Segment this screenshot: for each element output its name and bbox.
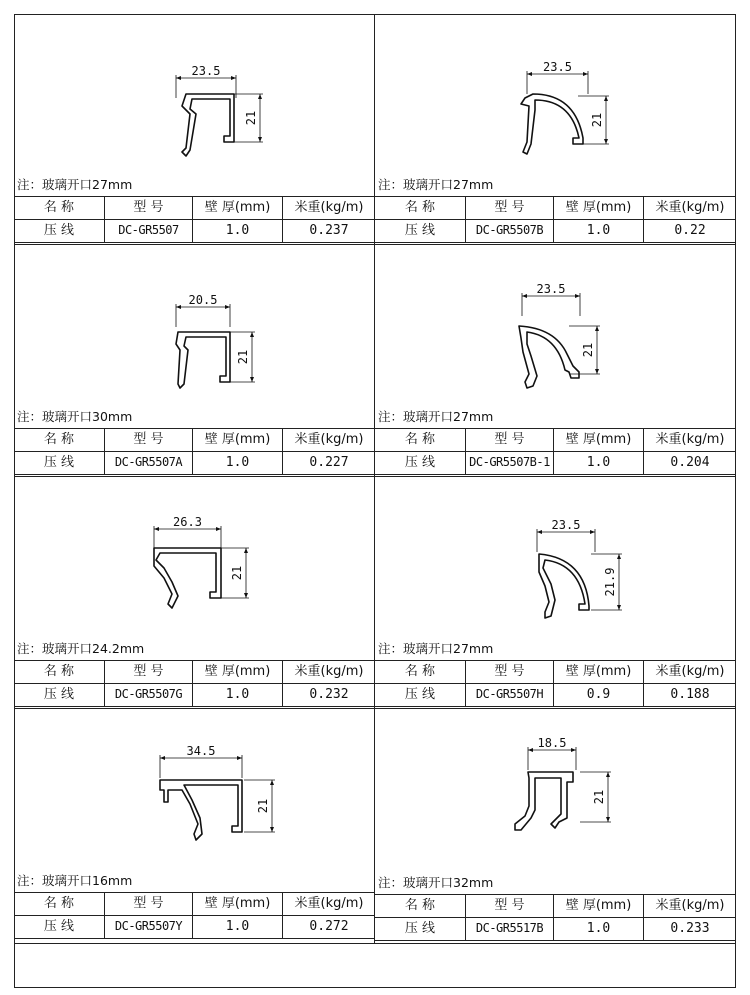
cell-name: 压 线	[404, 455, 436, 470]
spec-table	[375, 428, 736, 474]
profile-shape	[519, 326, 579, 388]
profile-drawing	[14, 246, 375, 428]
glass-opening-note: 注：玻璃开口32mm	[378, 875, 494, 890]
header-thickness: 壁 厚(mm)	[192, 428, 282, 451]
table-header-row	[14, 892, 375, 915]
height-dimension-label: 21	[244, 110, 258, 126]
profile-shape	[176, 332, 230, 388]
table-header-row	[375, 660, 736, 683]
header-name: 名 称	[43, 200, 75, 215]
header-weight: 米重(kg/m)	[282, 660, 375, 683]
cell-thickness: 1.0	[192, 683, 282, 706]
profile-drawing	[14, 478, 375, 660]
header-thickness: 壁 厚(mm)	[553, 428, 643, 451]
profile-drawing	[375, 478, 736, 660]
cell-name: 压 线	[43, 455, 75, 470]
cell-weight: 0.22	[643, 219, 736, 242]
cell-thickness: 1.0	[192, 219, 282, 242]
table-row	[14, 683, 375, 706]
profile-card	[14, 710, 375, 942]
cell-thickness: 1.0	[553, 219, 643, 242]
table-rule	[14, 474, 375, 475]
height-dimension-label: 21	[592, 789, 606, 805]
table-row	[375, 683, 736, 706]
table-rule	[14, 706, 375, 707]
header-name: 名 称	[404, 898, 436, 913]
cell-name: 压 线	[404, 223, 436, 238]
table-header-row	[14, 660, 375, 683]
cell-thickness: 0.9	[553, 683, 643, 706]
height-dimension-label: 21	[236, 349, 250, 365]
table-header-row	[14, 428, 375, 451]
profile-card	[14, 14, 375, 246]
cell-model: DC-GR5507A	[104, 451, 192, 474]
header-model: 型 号	[104, 428, 192, 451]
spec-table	[14, 892, 375, 938]
height-dimension-label: 21	[581, 342, 595, 358]
width-dimension-label: 20.5	[188, 293, 218, 307]
table-row	[14, 451, 375, 474]
header-name: 名 称	[404, 432, 436, 447]
cell-name: 压 线	[404, 921, 436, 936]
profile-card	[375, 246, 736, 478]
cell-thickness: 1.0	[553, 917, 643, 940]
profile-card	[14, 478, 375, 710]
table-rule	[375, 706, 736, 707]
glass-opening-note: 注：玻璃开口24.2mm	[17, 641, 145, 656]
table-rule	[375, 242, 736, 243]
profile-card	[14, 246, 375, 478]
profile-shape	[521, 94, 583, 154]
header-thickness: 壁 厚(mm)	[192, 196, 282, 219]
table-header-row	[375, 196, 736, 219]
width-dimension-label: 23.5	[551, 518, 581, 532]
header-model: 型 号	[104, 196, 192, 219]
glass-opening-note: 注：玻璃开口27mm	[378, 177, 494, 192]
cell-thickness: 1.0	[192, 451, 282, 474]
header-weight: 米重(kg/m)	[282, 428, 375, 451]
header-weight: 米重(kg/m)	[282, 196, 375, 219]
glass-opening-note: 注：玻璃开口30mm	[17, 409, 133, 424]
table-rule	[14, 938, 375, 939]
header-name: 名 称	[43, 432, 75, 447]
table-row	[14, 219, 375, 242]
profile-drawing	[14, 710, 375, 892]
header-weight: 米重(kg/m)	[643, 894, 736, 917]
width-dimension-label: 34.5	[186, 744, 216, 758]
height-dimension-label: 21	[230, 565, 244, 581]
profile-card	[375, 14, 736, 246]
table-row	[375, 451, 736, 474]
table-row	[375, 917, 736, 940]
header-model: 型 号	[104, 660, 192, 683]
header-weight: 米重(kg/m)	[282, 892, 375, 915]
cell-model: DC-GR5507B	[465, 219, 553, 242]
width-dimension-label: 23.5	[543, 60, 572, 74]
table-row	[375, 219, 736, 242]
width-dimension-label: 26.3	[173, 515, 202, 529]
header-weight: 米重(kg/m)	[643, 660, 736, 683]
profile-shape	[539, 554, 589, 618]
cell-weight: 0.237	[282, 219, 375, 242]
profile-drawing	[375, 14, 736, 196]
profile-card	[375, 478, 736, 710]
table-row	[14, 915, 375, 938]
cell-model: DC-GR5507G	[104, 683, 192, 706]
cell-model: DC-GR5507	[104, 219, 192, 242]
cell-weight: 0.233	[643, 917, 736, 940]
header-thickness: 壁 厚(mm)	[192, 660, 282, 683]
table-rule	[375, 474, 736, 475]
cell-weight: 0.227	[282, 451, 375, 474]
height-dimension-label: 21	[590, 112, 604, 128]
spec-table	[14, 196, 375, 242]
header-model: 型 号	[465, 660, 553, 683]
header-model: 型 号	[465, 894, 553, 917]
glass-opening-note: 注：玻璃开口27mm	[378, 641, 494, 656]
header-name: 名 称	[43, 896, 75, 911]
spec-table	[14, 428, 375, 474]
spec-table	[375, 894, 736, 940]
cell-weight: 0.204	[643, 451, 736, 474]
height-dimension-label: 21	[256, 798, 270, 814]
profile-drawing	[375, 246, 736, 428]
cell-name: 压 线	[43, 223, 75, 238]
header-thickness: 壁 厚(mm)	[553, 660, 643, 683]
table-header-row	[14, 196, 375, 219]
spec-table	[375, 660, 736, 706]
header-thickness: 壁 厚(mm)	[192, 892, 282, 915]
cell-weight: 0.188	[643, 683, 736, 706]
header-thickness: 壁 厚(mm)	[553, 196, 643, 219]
header-model: 型 号	[465, 428, 553, 451]
cell-model: DC-GR5507Y	[104, 915, 192, 938]
glass-opening-note: 注：玻璃开口16mm	[17, 873, 133, 888]
header-model: 型 号	[465, 196, 553, 219]
cell-name: 压 线	[404, 687, 436, 702]
glass-opening-note: 注：玻璃开口27mm	[17, 177, 133, 192]
header-thickness: 壁 厚(mm)	[553, 894, 643, 917]
table-rule	[375, 940, 736, 941]
profile-shape	[182, 94, 234, 156]
header-name: 名 称	[404, 664, 436, 679]
width-dimension-label: 23.5	[191, 64, 221, 78]
header-model: 型 号	[104, 892, 192, 915]
profile-card	[375, 712, 736, 944]
profile-shape	[154, 548, 221, 608]
height-dimension-label: 21.9	[603, 567, 617, 597]
profile-drawing	[14, 14, 375, 196]
cell-weight: 0.232	[282, 683, 375, 706]
profile-drawing	[375, 712, 736, 894]
header-name: 名 称	[404, 200, 436, 215]
cell-thickness: 1.0	[553, 451, 643, 474]
header-name: 名 称	[43, 664, 75, 679]
glass-opening-note: 注：玻璃开口27mm	[378, 409, 494, 424]
profile-shape	[515, 772, 573, 830]
cell-model: DC-GR5517B	[465, 917, 553, 940]
cell-model: DC-GR5507B-1	[465, 451, 553, 474]
cell-weight: 0.272	[282, 915, 375, 938]
table-rule	[14, 242, 375, 243]
cell-name: 压 线	[43, 919, 75, 934]
spec-table	[14, 660, 375, 706]
header-weight: 米重(kg/m)	[643, 196, 736, 219]
width-dimension-label: 18.5	[537, 736, 567, 750]
table-header-row	[375, 428, 736, 451]
header-weight: 米重(kg/m)	[643, 428, 736, 451]
spec-table	[375, 196, 736, 242]
profile-shape	[160, 780, 242, 840]
cell-model: DC-GR5507H	[465, 683, 553, 706]
width-dimension-label: 23.5	[536, 282, 566, 296]
cell-name: 压 线	[43, 687, 75, 702]
table-header-row	[375, 894, 736, 917]
cell-thickness: 1.0	[192, 915, 282, 938]
